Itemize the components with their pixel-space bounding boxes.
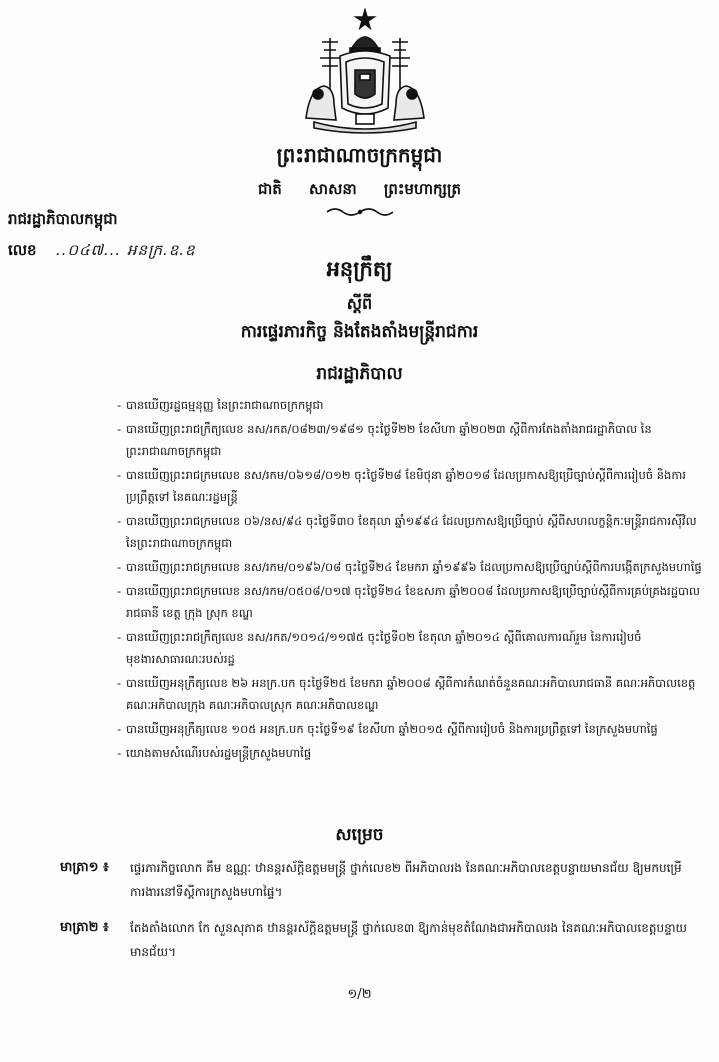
consideration-item: - បានឃើញព្រះរាជក្រមលេខ នស/រកម/០៥០៨/០១៧ ចុះថ្ងៃទី២៤ ខែឧសភា ឆ្នាំ២០០៨ ដែលប្រកាសឱ្យប្រើច្បាប់ស្ដីពីការគ្រប់គ្រងរដ្ឋបាលរាជធានី ខេត្ត ក្រុង ស្រុក ខណ្ឌ	[117, 580, 707, 624]
consideration-item: - បានឃើញព្រះរាជក្រឹត្យលេខ នស/រកត/១០១៤/១១៧៥ ចុះថ្ងៃទី០២ ខែតុលា ឆ្នាំ២០១៤ ស្ដីពីគោលការណ៍រួម នៃការរៀបចំមុខងារសាធារណៈរបស់រដ្ឋ	[117, 626, 707, 670]
national-motto: ជាតិ សាសនា ព្រះមហាក្សត្រ	[258, 180, 461, 198]
consideration-item: - បានឃើញព្រះរាជក្រមលេខ នស/រកម/០៦១៨/០១២ ចុះថ្ងៃទី២៨ ខែមិថុនា ឆ្នាំ២០១៨ ដែលប្រកាសឱ្យប្រើច្បាប់ស្ដីពីការរៀបចំ និងការប្រព្រឹត្តទៅ នៃគណៈរដ្ឋមន្ត្រី	[117, 464, 707, 508]
page-number: ១/២	[347, 987, 372, 1002]
royal-coat-of-arms-emblem	[300, 8, 430, 136]
divider-ornament	[325, 206, 395, 218]
consideration-item: - បានឃើញព្រះរាជក្រឹត្យលេខ នស/រកត/០៨២៣/១៩៨១ ចុះថ្ងៃទី២២ ខែសីហា ឆ្នាំ២០២៣ ស្ដីពីការតែងតាំងរាជរដ្ឋាភិបាល នៃព្រះរាជាណាចក្រកម្ពុជា	[117, 418, 707, 462]
article-1-text: ផ្ទេរភារកិច្ចលោក គឹម ឧណ្ណៈ ឋានន្តរស័ក្តិឧត្តមមន្ត្រី ថ្នាក់លេខ២ ពីអភិបាលរង នៃគណៈអភិបាលខេត្តបន្ទាយមានជ័យ ឱ្យមកបម្រើការងារនៅទីស្ដីការក្រសួងមហាផ្ទៃ។	[130, 861, 682, 899]
consideration-item: - បានឃើញរដ្ឋធម្មនុញ្ញ នៃព្រះរាជាណាចក្រកម្ពុជា	[117, 394, 707, 416]
article-2-label: មាត្រា២ ៖	[60, 920, 109, 935]
document-type-title: អនុក្រឹត្យ	[326, 257, 393, 281]
article-1	[60, 856, 710, 904]
number-label: លេខ	[8, 241, 37, 259]
kingdom-name: ព្រះរាជាណាចក្រកម្ពុជា	[276, 143, 443, 167]
about-label: ស្ដីពី	[346, 294, 373, 313]
consideration-item: - បានឃើញអនុក្រឹត្យលេខ ១០៥ អនក្រ.បក ចុះថ្ងៃទី១៩ ខែសីហា ឆ្នាំ២០១៥ ស្ដីពីការរៀបចំ និងការប្រព្រឹត្តទៅ នៃក្រសួងមហាផ្ទៃ	[117, 718, 707, 740]
considerations-list	[117, 394, 707, 766]
decision-heading: សម្រេច	[335, 825, 384, 845]
issuer-heading: រាជរដ្ឋាភិបាល	[316, 364, 403, 384]
decree-subject: ការផ្ទេរភារកិច្ច និងតែងតាំងមន្ត្រីរាជការ	[240, 322, 479, 342]
consideration-item: - បានឃើញព្រះរាជក្រមលេខ ០៦/នស/៩៤ ចុះថ្ងៃទី៣០ ខែតុលា ឆ្នាំ១៩៩៤ ដែលប្រកាសឱ្យប្រើច្បាប់ ស្ដីពីសហលក្ខន្តិកៈមន្ត្រីរាជការស៊ីវិល នៃព្រះរាជាណាចក្រកម្ពុជា	[117, 510, 707, 554]
article-2	[60, 916, 710, 964]
decree-number-value: ..០៤៧... អនក្រ.ឧ.ឧ	[55, 241, 196, 259]
consideration-item: - បានឃើញព្រះរាជក្រមលេខ នស/រកម/០១៩៦/០៨ ចុះថ្ងៃទី២៤ ខែមករា ឆ្នាំ១៩៩៦ ដែលប្រកាសឱ្យប្រើច្បាប់ស្ដីពីការបង្កើតក្រសួងមហាផ្ទៃ	[117, 556, 707, 578]
consideration-item: - យោងតាមសំណើរបស់រដ្ឋមន្ត្រីក្រសួងមហាផ្ទៃ	[117, 742, 707, 764]
article-1-label: មាត្រា១ ៖	[60, 860, 109, 875]
issuing-government: រាជរដ្ឋាភិបាលកម្ពុជា	[8, 210, 118, 228]
article-2-text: តែងតាំងលោក កែ សួនសុភាគ ឋានន្តរស័ក្តិឧត្តមមន្ត្រី ថ្នាក់លេខ៣ ឱ្យកាន់មុខតំណែងជាអភិបាលរង នៃគណៈអភិបាលខេត្តបន្ទាយមានជ័យ។	[130, 921, 687, 959]
consideration-item: - បានឃើញអនុក្រឹត្យលេខ ២៦ អនក្រ.បក ចុះថ្ងៃទី២៥ ខែមករា ឆ្នាំ២០០៨ ស្ដីពីការកំណត់ចំនួនគណៈអភិបាលរាជធានី គណៈអភិបាលខេត្ត គណៈអភិបាលក្រុង គណៈអភិបាលស្រុក គណៈអភិបាលខណ្ឌ	[117, 672, 707, 716]
